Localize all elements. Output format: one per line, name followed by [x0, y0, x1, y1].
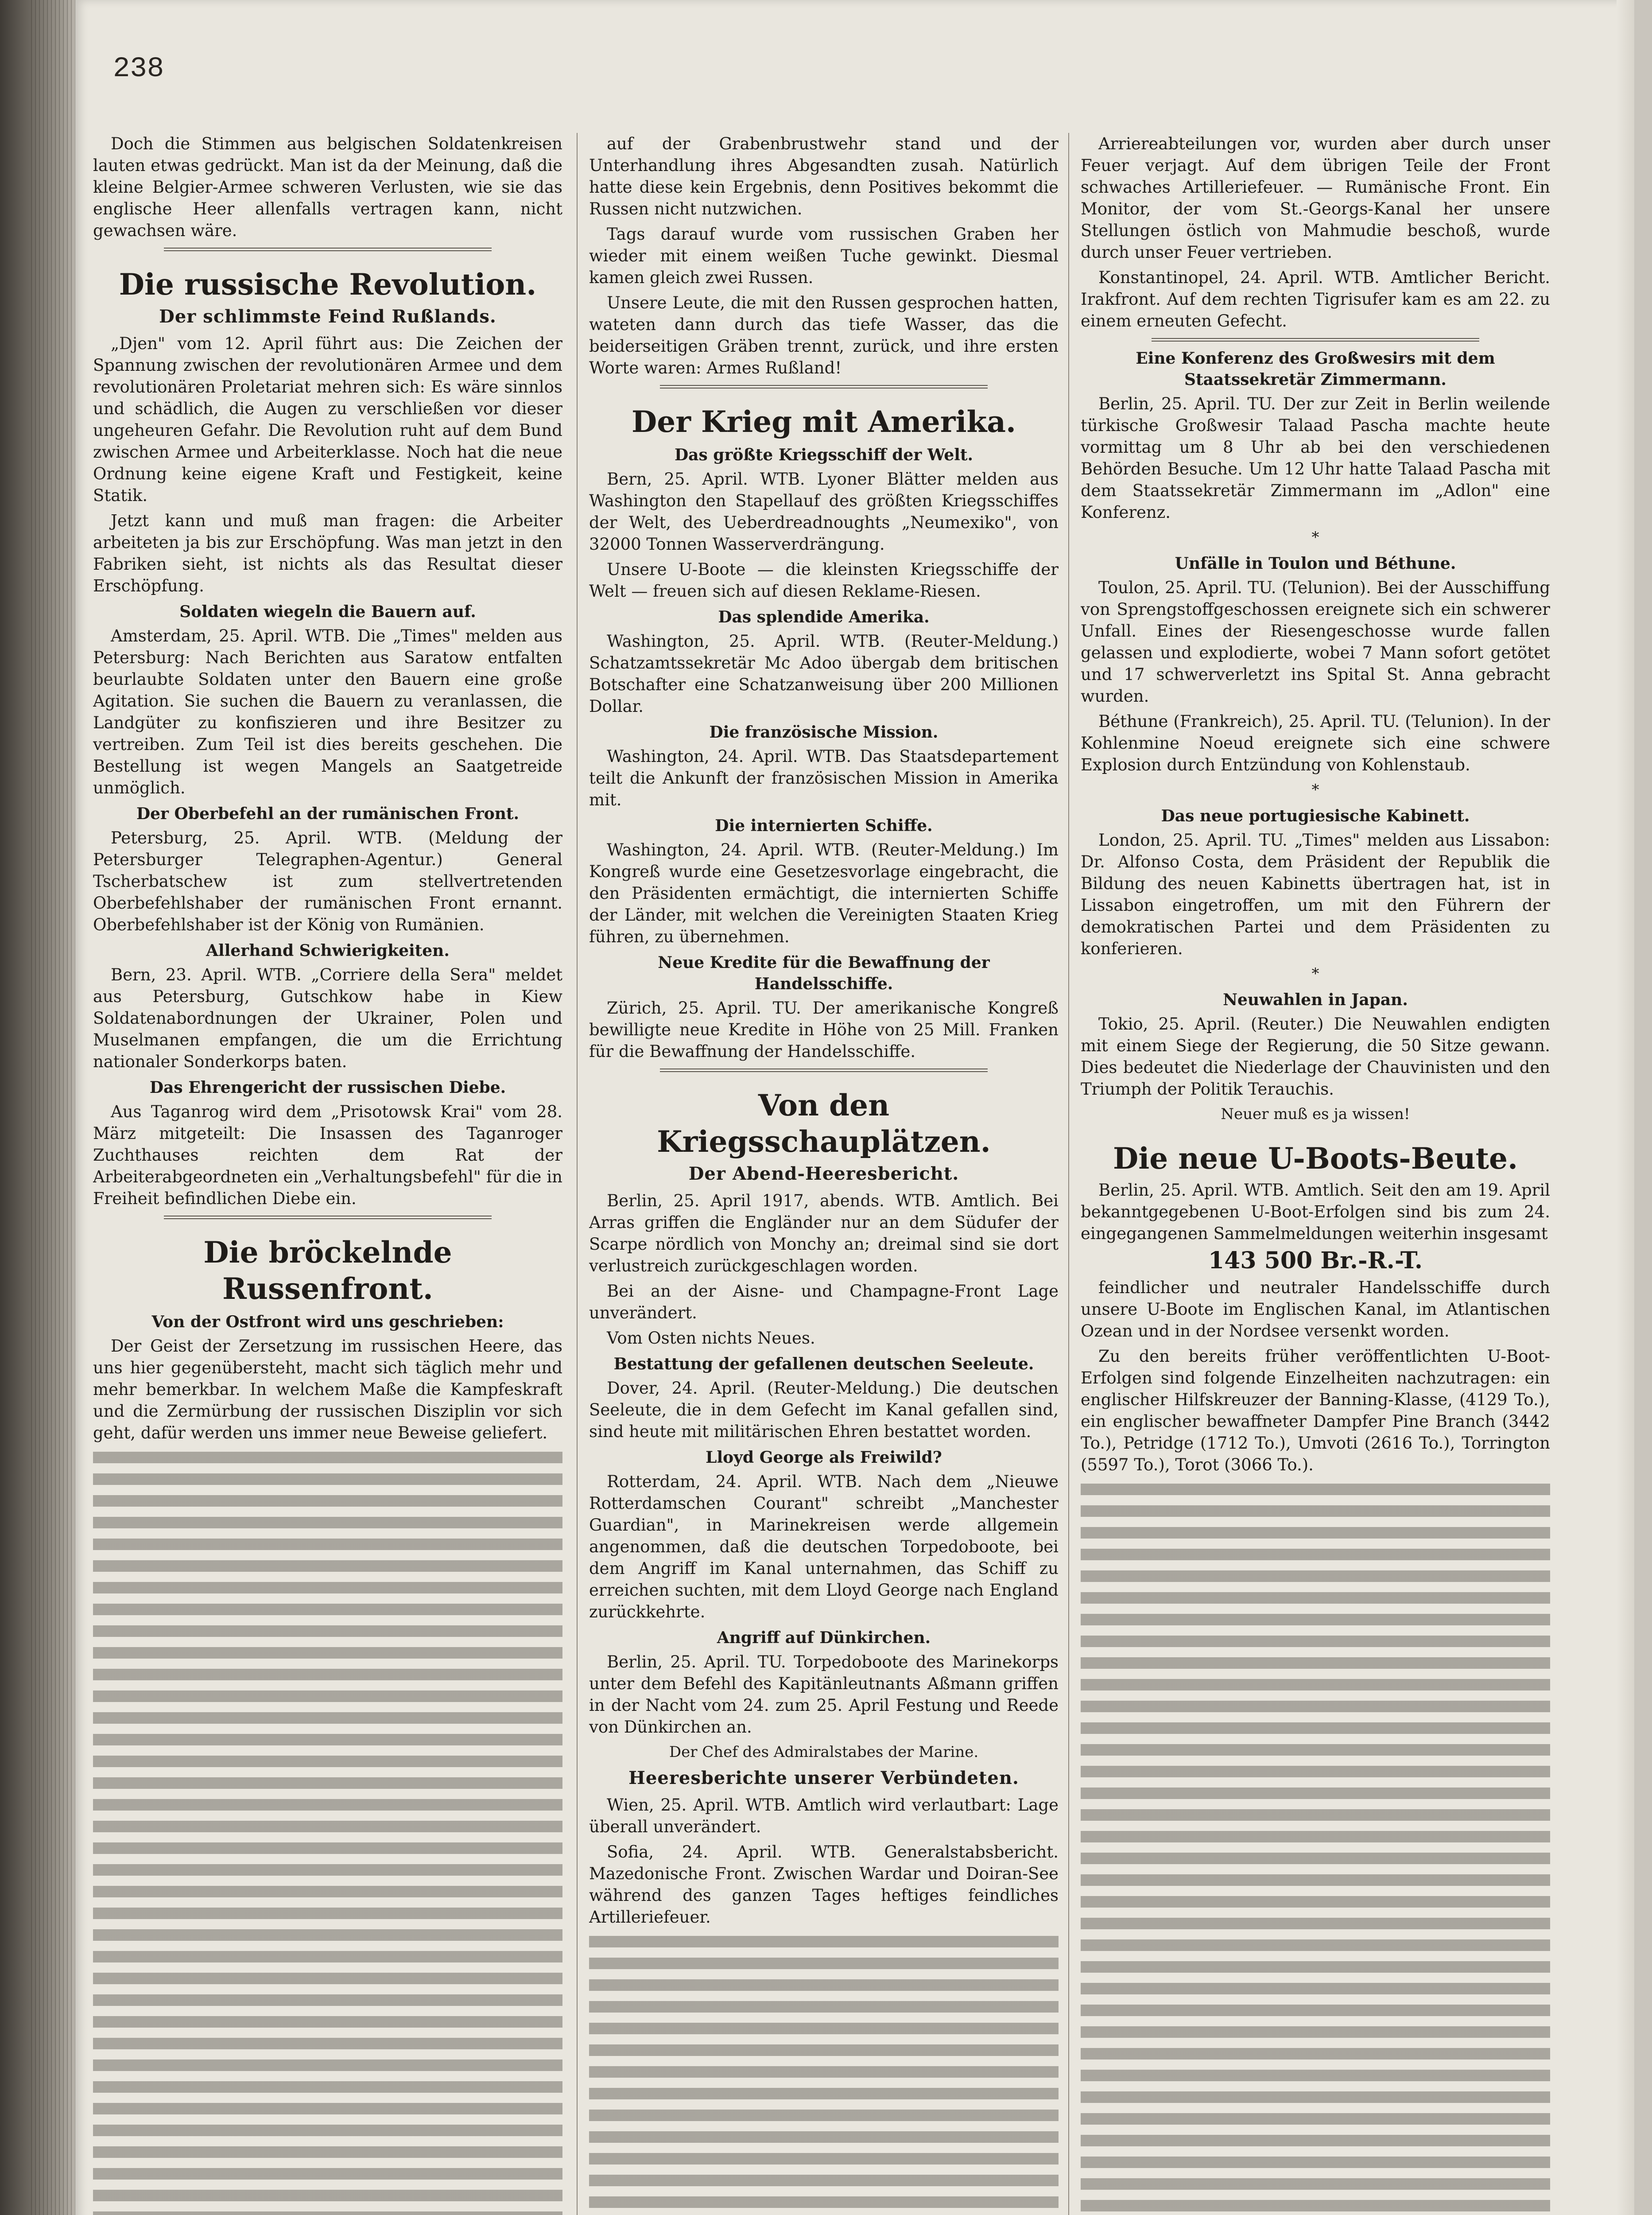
binding-page-edges [31, 0, 75, 2215]
subhead-kabinett: Das neue portugiesische Kabinett. [1161, 807, 1470, 825]
article-paragraph: Vom Osten nichts Neues. [607, 1329, 815, 1348]
subhead-duenkirchen: Angriff auf Dünkirchen. [717, 1628, 931, 1647]
article-paragraph: feindlicher und neutraler Handelsschiffe durch unsere U-Boote im Englischen Kanal, im Atlantischen Ozean und in der Nordsee versenkt worden. [1081, 1278, 1550, 1341]
article-paragraph: Berlin, 25. April. TU. Der zur Zeit in Berlin weilende türkische Großwesir Talaad Pascha machte heute vormittag um 8 Uhr ab bei den verschiedenen Behörden Besuche. Um 12 Uhr hatte Talaad Pascha mit dem Staatssekretär Zimmermann im „Adlon" eine Konferenz. [1081, 394, 1550, 522]
column-2 [589, 133, 1059, 2215]
subhead-lloyd-george: Lloyd George als Freiwild? [706, 1448, 942, 1467]
article-paragraph: Bei an der Aisne- und Champagne-Front Lage unverändert. [589, 1282, 1059, 1322]
col2-intro: auf der Grabenbrustwehr stand und der Unterhandlung ihres Abgesandten zusah. Natürlich hatte diese kein Ergebnis, denn Positives bekommt die Russen nicht nutzwichen. [589, 134, 1059, 218]
article-paragraph: Washington, 25. April. WTB. (Reuter-Meldung.) Schatzamtssekretär Mc Adoo übergab dem britischen Botschafter eine Schatzanweisung über 200 Millionen Dollar. [589, 632, 1059, 716]
divider [164, 248, 492, 251]
article-paragraph: Tokio, 25. April. (Reuter.) Die Neuwahlen endigten mit einem Siege der Regierung, die 50 Sitze gewann. Dies bedeutet die Niederlage der Chauvinisten und den Triumph der Politik Terauchis. [1081, 1014, 1550, 1099]
subhead-unfaelle: Unfälle in Toulon und Béthune. [1175, 554, 1456, 573]
col3-intro: Arriereabteilungen vor, wurden aber durch unser Feuer verjagt. Auf dem übrigen Teile der Front schwaches Artilleriefeuer. — Rumänische Front. Ein Monitor, der vom St.-Georgs-Kanal her unsere Stellungen östlich von Mahmudie beschoß, wurde durch unser Feuer vertrieben. [1081, 134, 1550, 262]
subhead-ostfront: Von der Ostfront wird uns geschrieben: [151, 1313, 504, 1331]
article-paragraph: Jetzt kann und muß man fragen: die Arbeiter arbeiteten ja bis zur Erschöpfung. Was man jetzt in den Fabriken sieht, ist nichts als das Resultat dieser Erschöpfung. [93, 511, 562, 595]
section-star: * [1311, 965, 1319, 983]
headline-russenfront: Die bröckelnde Russenfront. [203, 1235, 452, 1306]
column-rule-2 [1068, 133, 1069, 2215]
subhead-oberbefehl: Der Oberbefehl an der rumänischen Front. [136, 804, 520, 823]
article-note: Neuer muß es ja wissen! [1221, 1105, 1410, 1123]
continued-text-block [589, 1931, 1059, 2215]
divider [660, 385, 988, 389]
article-paragraph: Toulon, 25. April. TU. (Telunion). Bei der Ausschiffung von Sprengstoffgeschossen ereignete sich ein schwerer Unfall. Eines der Riesengeschosse wurde fallen gelassen und explodierte, wobei 7 Mann sofort getötet und 17 schwerverletzt ins Spital St. Anna gebracht wurden. [1081, 578, 1550, 706]
column-3 [1081, 133, 1550, 2215]
headline-kriegsschauplaetze: Von den Kriegsschauplätzen. [657, 1088, 991, 1159]
divider [660, 1069, 988, 1072]
article-paragraph: Petersburg, 25. April. WTB. (Meldung der Petersburger Telegraphen-Agentur.) General Tscherbatschew ist zum stellvertretenden Oberbefehlshaber der rumänischen Front ernannt. Oberbefehlshaber ist der König von Rumänien. [93, 828, 562, 934]
article-paragraph: Unsere Leute, die mit den Russen gesprochen hatten, wateten dann durch das tiefe Wasser, das die beiderseitigen Gräben trennt, zurück, und ihre ersten Worte waren: Armes Rußland! [589, 293, 1059, 377]
article-paragraph: Berlin, 25. April. WTB. Amtlich. Seit den am 19. April bekanntgegebenen U-Boot-Erfolgen sind bis zum 24. eingegangenen Sammelmeldungen weiterhin insgesamt [1081, 1181, 1550, 1243]
signature: Der Chef des Admiralstabes der Marine. [669, 1743, 979, 1761]
continued-text-block [93, 1447, 562, 2215]
article-paragraph: Tags darauf wurde vom russischen Graben her wieder mit einem weißen Tuche gewinkt. Diesmal kamen gleich zwei Russen. [589, 225, 1059, 287]
subhead-soldaten: Soldaten wiegeln die Bauern auf. [179, 602, 476, 621]
subhead-konferenz: Eine Konferenz des Großwesirs mit dem Staatssekretär Zimmermann. [1136, 349, 1495, 389]
article-paragraph: Dover, 24. April. (Reuter-Meldung.) Die deutschen Seeleute, die in dem Gefecht im Kanal gefallen sind, sind heute mit militärischen Ehren bestattet worden. [589, 1379, 1059, 1441]
article-paragraph: Aus Taganrog wird dem „Prisotowsk Krai" vom 28. März mitgeteilt: Die Insassen des Taganroger Zuchthauses reichten dem Rat der Arbeiterabgeordneten ein „Verhaltungsbefehl" für die in Freiheit befindlichen Diebe ein. [93, 1102, 562, 1208]
subhead-splendide: Das splendide Amerika. [718, 608, 930, 626]
subhead-japan: Neuwahlen in Japan. [1223, 991, 1408, 1009]
headline-u-boots-beute: Die neue U-Boots-Beute. [1113, 1141, 1518, 1176]
headline-russische-revolution: Die russische Revolution. [119, 267, 537, 302]
subhead-ehrengericht: Das Ehrengericht der russischen Diebe. [149, 1078, 506, 1097]
article-paragraph: Der Geist der Zersetzung im russischen Heere, das uns hier gegenübersteht, macht sich täglich mehr und mehr bemerkbar. In welchem Maße die Kampfeskraft und die Zermürbung der russischen Disziplin vor sich geht, dafür werden uns immer neue Beweise geliefert. [93, 1337, 562, 1442]
article-paragraph: Washington, 24. April. WTB. Das Staatsdepartement teilt die Ankunft der französischen Mission in Amerika mit. [589, 747, 1059, 809]
subhead-kriegsschiff: Das größte Kriegsschiff der Welt. [674, 446, 973, 464]
subhead-heeresbericht: Der Abend-Heeresbericht. [688, 1163, 959, 1184]
article-paragraph: Washington, 24. April. WTB. (Reuter-Meldung.) Im Kongreß wurde eine Gesetzesvorlage eingebracht, die den Präsidenten ermächtigt, die internierten Schiffe der Länder, mit welchen die Vereinigten Staaten Krieg führen, zu übernehmen. [589, 840, 1059, 946]
subhead-schlimmste-feind: Der schlimmste Feind Rußlands. [159, 306, 496, 327]
section-star: * [1311, 781, 1319, 799]
article-paragraph: „Djen" vom 12. April führt aus: Die Zeichen der Spannung zwischen der revolutionären Armee und dem revolutionären Proletariat mehren sich: Es wäre sinnlos und schädlich, die Augen zu verschließen vor dieser ungeheuren Gefahr. Die Revolution ruht auf dem Bund zwischen Armee und Arbeiterklasse. Noch hat die neue Ordnung keine eigene Kraft und Festigkeit, keine Statik. [93, 334, 562, 505]
subhead-schiffe: Die internierten Schiffe. [715, 816, 933, 835]
article-paragraph: Konstantinopel, 24. April. WTB. Amtlicher Bericht. Irakfront. Auf dem rechten Tigrisufer kam es am 22. zu einem erneuten Gefecht. [1081, 268, 1550, 330]
column-rule-1 [577, 133, 578, 2215]
col1-intro: Doch die Stimmen aus belgischen Soldatenkreisen lauten etwas gedrückt. Man ist da der Meinung, daß die kleine Belgier-Armee schweren Verlusten, wie sie das englische Heer allenfalls vertragen kann, nicht gewachsen wäre. [93, 134, 562, 240]
article-paragraph: Wien, 25. April. WTB. Amtlich wird verlautbart: Lage überall unverändert. [589, 1795, 1059, 1836]
divider [1152, 338, 1479, 342]
article-paragraph: Zürich, 25. April. TU. Der amerikanische Kongreß bewilligte neue Kredite in Höhe von 25 Mill. Franken für die Bewaffnung der Handelsschiffe. [589, 999, 1059, 1061]
article-paragraph: Bern, 25. April. WTB. Lyoner Blätter melden aus Washington den Stapellauf des größten Kriegsschiffes der Welt, des Ueberdreadnoughts „Neumexiko", von 32000 Tonnen Wasserverdrängung. [589, 470, 1059, 554]
subhead-verbuendete: Heeresberichte unserer Verbündeten. [628, 1768, 1019, 1788]
article-paragraph: Sofia, 24. April. WTB. Generalstabsbericht. Mazedonische Front. Zwischen Wardar und Doiran-See während des ganzen Tages heftiges feindliches Artilleriefeuer. [589, 1842, 1059, 1927]
article-paragraph: Zu den bereits früher veröffentlichten U-Boot-Erfolgen sind folgende Einzelheiten nachzutragen: ein englischer Hilfskreuzer der Banning-Klasse, (4129 To.), ein englischer bewaffneter Dampfer Pine Branch (3442 To.), Petridge (1712 To.), Umvoti (2616 To.), Torrington (5597 To.), Torot (3066 To.). [1081, 1347, 1550, 1474]
page-number: 238 [113, 53, 164, 85]
article-paragraph: Rotterdam, 24. April. WTB. Nach dem „Nieuwe Rotterdamschen Courant" schreibt „Manchester Guardian", in Marinekreisen werde allgemein angenommen, daß die deutschen Torpedoboote, bei dem Angriff im Kanal unternahmen, das Schiff zu erreichen suchten, mit dem Lloyd George nach England zurückkehrte. [589, 1472, 1059, 1621]
subhead-mission: Die französische Mission. [709, 723, 938, 742]
article-paragraph: Béthune (Frankreich), 25. April. TU. (Telunion). In der Kohlenmine Noeud ereignete sich eine schwere Explosion durch Entzündung von Kohlenstaub. [1081, 712, 1550, 774]
subhead-schwierigkeiten: Allerhand Schwierigkeiten. [206, 941, 450, 960]
article-note: Unsere U-Boote — die kleinsten Kriegsschiffe der Welt — freuen sich auf diesen Reklame-Riesen. [589, 560, 1059, 601]
article-paragraph: Bern, 23. April. WTB. „Corriere della Sera" meldet aus Petersburg, Gutschkow habe in Kiew Soldatenabordnungen der Ukrainer, Polen und Muselmanen empfangen, die um die Errichtung nationaler Sonderkorps baten. [93, 965, 562, 1071]
headline-krieg-amerika: Der Krieg mit Amerika. [631, 404, 1016, 439]
article-paragraph: Amsterdam, 25. April. WTB. Die „Times" melden aus Petersburg: Nach Berichten aus Saratow entfalten beurlaubte Soldaten unter den Bauern eine große Agitation. Sie suchen die Bauern zu veranlassen, die Landgüter zu konfiszieren und ihre Besitzer zu vertreiben. Zum Teil ist dies bereits geschehen. Die Bestellung ist wegen Mangels an Saatgetreide unmöglich. [93, 626, 562, 797]
divider [164, 1216, 492, 1219]
article-paragraph: London, 25. April. TU. „Times" melden aus Lissabon: Dr. Alfonso Costa, dem Präsident der Republik die Bildung des neuen Kabinetts übertragen hat, ist in Lissabon eingetroffen, um mit den Führern der demokratischen Partei und dem Präsidenten zu konferieren. [1081, 831, 1550, 958]
tonnage-figure: 143 500 Br.-R.-T. [1208, 1247, 1423, 1274]
article-paragraph: Berlin, 25. April 1917, abends. WTB. Amtlich. Bei Arras griffen die Engländer nur an dem Südufer der Scarpe nördlich von Monchy an; dreimal sind sie dort verlustreich zurückgeschlagen worden. [589, 1191, 1059, 1275]
subhead-bestattung: Bestattung der gefallenen deutschen Seeleute. [613, 1355, 1034, 1373]
page-edge-shadow [1617, 0, 1634, 2215]
column-1 [93, 133, 562, 2215]
continued-text-block [1081, 1479, 1550, 2215]
subhead-kredite: Neue Kredite für die Bewaffnung der Handelsschiffe. [658, 953, 990, 993]
section-star: * [1311, 528, 1319, 546]
article-paragraph: Berlin, 25. April. TU. Torpedoboote des Marinekorps unter dem Befehl des Kapitänleutnants Aßmann griffen in der Nacht vom 24. zum 25. April Festung und Reede von Dünkirchen an. [589, 1652, 1059, 1737]
